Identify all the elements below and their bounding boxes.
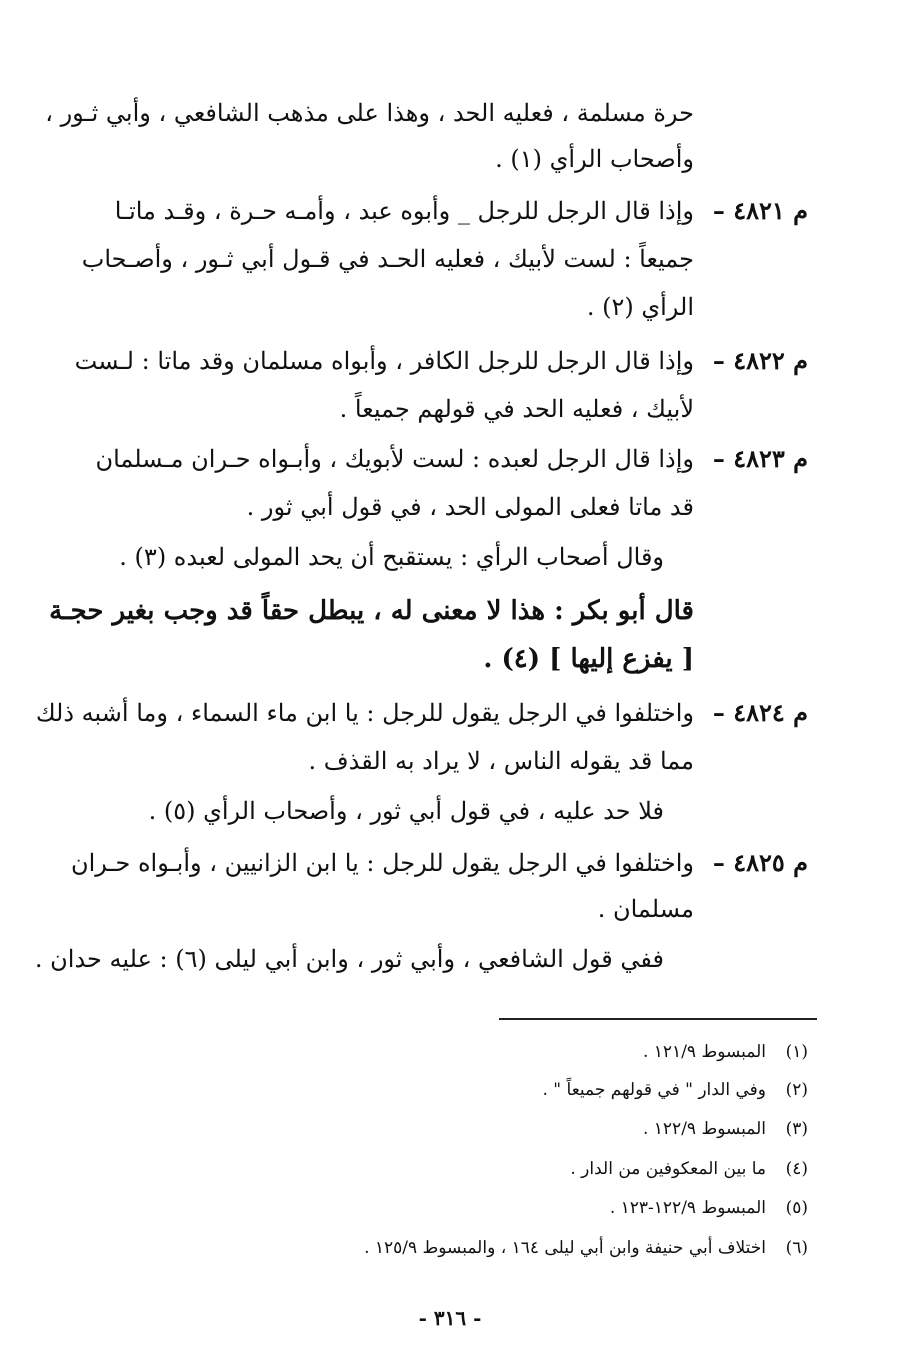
text-line: وأصحاب الرأي (١) . — [495, 145, 694, 173]
issue-number: م ٤٨٢٤ – — [712, 698, 808, 727]
text-line: الرأي (٢) . — [586, 293, 694, 321]
author-comment-line: قال أبو بكر : هذا لا معنى له ، يبطل حقاً قد وجب بغير حجـة — [49, 596, 694, 626]
text-line: وإذا قال الرجل لعبده : لست لأبويك ، وأبـواه حـران مـسلمان — [95, 445, 694, 473]
footnote-number: (٤) — [785, 1159, 808, 1179]
footnote — [643, 1117, 808, 1141]
page-number: - ٣١٦ - — [418, 1306, 482, 1330]
footnote-text: المبسوط ١٢٢/٩ . — [642, 1119, 766, 1139]
text-line: قد ماتا فعلى المولى الحد ، في قول أبي ثور . — [246, 493, 694, 521]
footnote — [542, 1078, 808, 1102]
issue-number: م ٤٨٢٢ – — [712, 346, 808, 375]
footnote-text: المبسوط ١٢٢/٩-١٢٣ . — [609, 1198, 766, 1218]
text-line: حرة مسلمة ، فعليه الحد ، وهذا على مذهب الشافعي ، وأبي ثـور ، — [45, 99, 694, 127]
footnote — [364, 1236, 808, 1260]
text-line: جميعاً : لست لأبيك ، فعليه الحـد في قـول أبي ثـور ، وأصـحاب — [81, 245, 694, 273]
footnote-number: (٢) — [785, 1080, 808, 1100]
footnote — [610, 1196, 808, 1220]
footnote-number: (١) — [785, 1042, 808, 1062]
footnote-separator — [499, 1018, 817, 1020]
footnote-number: (٣) — [785, 1119, 808, 1139]
footnote-number: (٥) — [785, 1198, 808, 1218]
footnote-text: ما بين المعكوفين من الدار . — [570, 1159, 766, 1179]
text-line: وإذا قال الرجل للرجل _ وأبوه عبد ، وأمـه حـرة ، وقـد ماتـا — [114, 197, 694, 225]
footnote — [570, 1157, 808, 1181]
footnote — [643, 1040, 808, 1064]
footnote-number: (٦) — [785, 1238, 808, 1258]
text-line: واختلفوا في الرجل يقول للرجل : يا ابن ماء السماء ، وما أشبه ذلك — [35, 699, 694, 727]
author-comment-line: [ يفزع إليها ] (٤) . — [483, 644, 694, 674]
text-line: وإذا قال الرجل للرجل الكافر ، وأبواه مسلمان وقد ماتا : لـست — [74, 347, 694, 375]
issue-number: م ٤٨٢٥ – — [712, 848, 808, 877]
issue-number: م ٤٨٢١ – — [712, 196, 808, 225]
text-line: مما قد يقوله الناس ، لا يراد به القذف . — [308, 747, 694, 775]
issue-number: م ٤٨٢٣ – — [712, 444, 808, 473]
footnote-text: المبسوط ١٢١/٩ . — [642, 1042, 766, 1062]
text-line: وقال أصحاب الرأي : يستقبح أن يحد المولى لعبده (٣) . — [119, 543, 664, 571]
text-line: فلا حد عليه ، في قول أبي ثور ، وأصحاب الرأي (٥) . — [148, 797, 664, 825]
footnote-text: اختلاف أبي حنيفة وابن أبي ليلى ١٦٤ ، والمبسوط ١٢٥/٩ . — [364, 1238, 766, 1258]
text-line: ففي قول الشافعي ، وأبي ثور ، وابن أبي ليلى (٦) : عليه حدان . — [34, 945, 664, 973]
text-line: مسلمان . — [597, 895, 694, 923]
footnote-text: وفي الدار " في قولهم جميعاً " . — [542, 1080, 766, 1100]
text-line: واختلفوا في الرجل يقول للرجل : يا ابن الزانيين ، وأبـواه حـران — [70, 849, 694, 877]
text-line: لأبيك ، فعليه الحد في قولهم جميعاً . — [339, 395, 694, 423]
